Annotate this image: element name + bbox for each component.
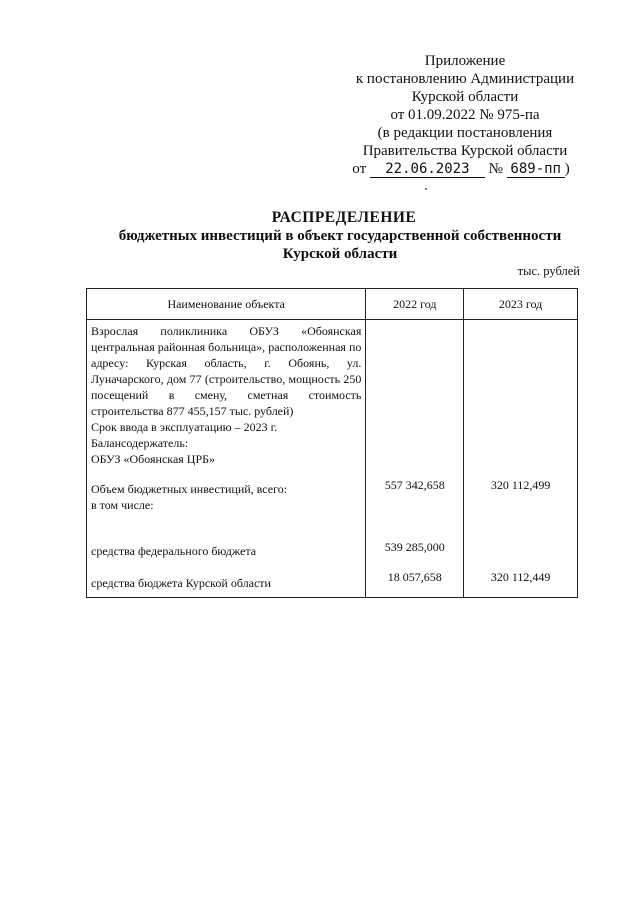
units-label: тыс. рублей: [517, 264, 580, 278]
holder-label: Балансодержатель:: [91, 436, 189, 450]
appendix-title: Приложение: [424, 53, 506, 69]
revision-number-handwritten: 689-пп: [507, 162, 565, 178]
title-subtitle-line2: Курской области: [282, 246, 398, 262]
table-header-row: [87, 289, 578, 320]
revision-from-label: от: [352, 161, 367, 177]
appendix-header: [340, 52, 590, 178]
stray-dot: [425, 188, 427, 190]
spacer: [91, 467, 361, 481]
regional-2022-value: 18 057,658: [387, 570, 442, 584]
title-main: РАСПРЕДЕЛЕНИЕ: [271, 209, 417, 226]
appendix-resolution-ref: к постановлению Администрации: [355, 71, 575, 87]
revision-date-handwritten: 22.06.2023: [370, 162, 485, 178]
header-year-2023: 2023 год: [464, 289, 578, 320]
header-object-name: Наименование объекта: [87, 289, 366, 320]
total-investment-label: Объем бюджетных инвестиций, всего:: [91, 482, 288, 496]
object-description: Взрослая поликлиника ОБУЗ «Обоянская центральная районная больница», расположенная по адресу: Курская область, г. Обоянь, ул. Луначарского, дом 77 (строительство, мощность 250 посещений в смену, сметная стоимость строительства 877 455,157 тыс. рублей): [91, 324, 362, 418]
year-2022-cell: [366, 320, 464, 598]
appendix-original-date: от 01.09.2022 № 975-па: [390, 107, 540, 123]
appendix-region: Курской области: [411, 89, 519, 105]
federal-budget-label: средства федерального бюджета: [91, 544, 257, 558]
regional-2023-value: 320 112,449: [490, 570, 551, 584]
appendix-revision-ref: (в редакции постановления: [377, 125, 553, 141]
appendix-revision-line: [332, 160, 590, 178]
federal-2022-value: 539 285,000: [384, 540, 445, 554]
regional-budget-label: средства бюджета Курской области: [91, 576, 271, 590]
document-title: [90, 208, 590, 263]
revision-closing-paren: ): [564, 161, 570, 177]
header-year-2022: 2022 год: [366, 289, 464, 320]
revision-number-label: №: [488, 161, 503, 177]
spacer: [91, 513, 361, 543]
spacer: [91, 559, 361, 575]
total-2023-value: 320 112,499: [490, 478, 551, 492]
year-2023-cell: [464, 320, 578, 598]
table-row: [87, 320, 578, 598]
commissioning-term: Срок ввода в эксплуатацию – 2023 г.: [91, 420, 278, 434]
object-cell: [87, 320, 366, 598]
budget-table: [86, 288, 578, 598]
holder-name: ОБУЗ «Обоянская ЦРБ»: [91, 452, 216, 466]
title-subtitle-line1: бюджетных инвестиций в объект государственной собственности: [118, 228, 562, 244]
including-label: в том числе:: [91, 498, 154, 512]
total-2022-value: 557 342,658: [384, 478, 445, 492]
appendix-government: Правительства Курской области: [362, 143, 568, 159]
